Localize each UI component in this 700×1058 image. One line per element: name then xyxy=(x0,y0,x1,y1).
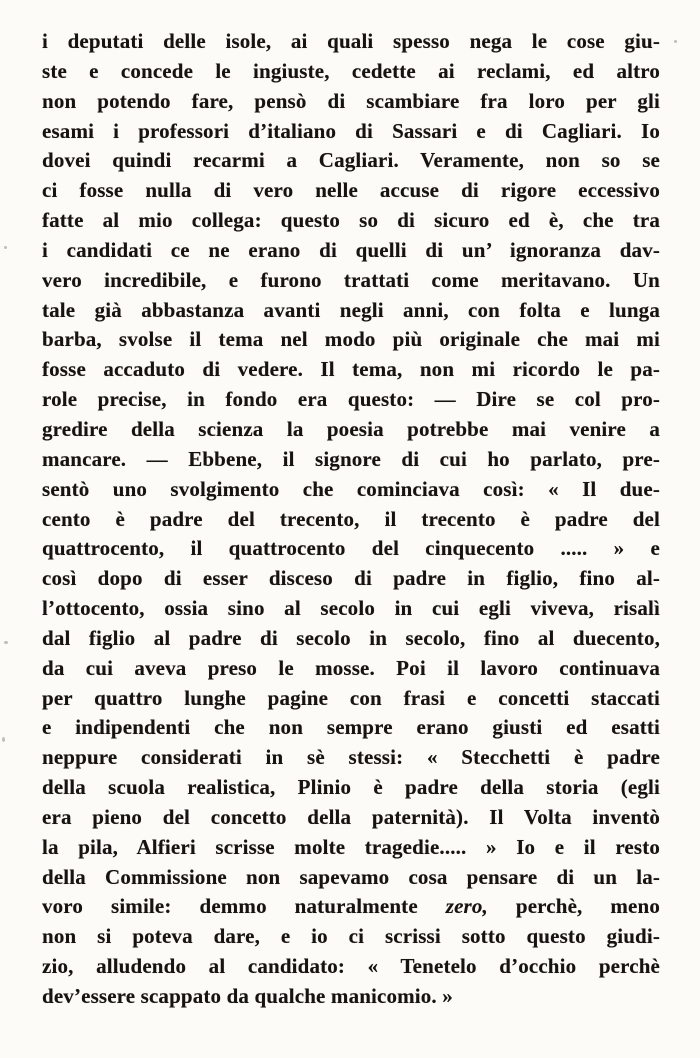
text-line: esami i professori d’italiano di Sassari e di Cagliari. Io xyxy=(42,118,660,143)
text-block xyxy=(42,27,660,1012)
text-line: l’ottocento, ossia sino al secolo in cui egli viveva, risalì xyxy=(42,596,660,621)
text-segment: voro simile: demmo naturalmente xyxy=(42,894,446,919)
text-line: così dopo di esser disceso di padre in figlio, fino al- xyxy=(42,566,660,591)
text-line: e indipendenti che non sempre erano giusti ed esatti xyxy=(42,715,660,740)
text-line: ci fosse nulla di vero nelle accuse di rigore eccessivo xyxy=(42,178,660,203)
ink-speck xyxy=(4,641,8,644)
text-line: della scuola realistica, Plinio è padre della storia (egli xyxy=(42,775,660,800)
italic-word: zero, xyxy=(445,894,488,919)
ink-speck xyxy=(4,246,7,249)
text-line: role precise, in fondo era questo: — Dire se col pro- xyxy=(42,387,660,412)
text-line: gredire della scienza la poesia potrebbe mai venire a xyxy=(42,416,660,441)
text-line: cento è padre del trecento, il trecento è padre del xyxy=(42,506,660,531)
text-line: fosse accaduto di vedere. Il tema, non mi ricordo le pa- xyxy=(42,357,660,382)
text-line: dev’essere scappato da qualche manicomio. » xyxy=(42,984,453,1008)
text-line: quattrocento, il quattrocento del cinquecento ..... » e xyxy=(42,536,660,561)
text-line: zio, alludendo al candidato: « Tenetelo d’occhio perchè xyxy=(42,954,660,979)
text-line: barba, svolse il tema nel modo più originale che mai mi xyxy=(42,327,660,352)
text-line: la pila, Alfieri scrisse molte tragedie..... » Io e il resto xyxy=(42,834,660,859)
text-line xyxy=(42,892,660,922)
text-line: dovei quindi recarmi a Cagliari. Veramente, non so se xyxy=(42,148,660,173)
text-line: tale già abbastanza avanti negli anni, con folta e lunga xyxy=(42,297,660,322)
text-line: dal figlio al padre di secolo in secolo, fino al duecento, xyxy=(42,625,660,650)
text-line: da cui aveva preso le mosse. Poi il lavoro continuava xyxy=(42,655,660,680)
text-line: neppure considerati in sè stessi: « Stecchetti è padre xyxy=(42,745,660,770)
text-line: non potendo fare, pensò di scambiare fra loro per gli xyxy=(42,88,660,113)
ink-speck xyxy=(674,40,677,43)
text-line: i deputati delle isole, ai quali spesso nega le cose giu- xyxy=(42,29,660,53)
text-line: per quattro lunghe pagine con frasi e concetti staccati xyxy=(42,685,660,710)
text-line: sentò uno svolgimento che cominciava così: « Il due- xyxy=(42,476,660,501)
text-line: era pieno del concetto della paternità). Il Volta inventò xyxy=(42,804,660,829)
text-line: ste e concede le ingiuste, cedette ai reclami, ed altro xyxy=(42,58,660,83)
text-line: i candidati ce ne erano di quelli di un’ ignoranza dav- xyxy=(42,237,660,262)
text-line: della Commissione non sapevamo cosa pensare di un la- xyxy=(42,864,660,889)
text-line: fatte al mio collega: questo so di sicuro ed è, che tra xyxy=(42,208,660,233)
text-line: vero incredibile, e furono trattati come meritavano. Un xyxy=(42,267,660,292)
text-segment: perchè, meno xyxy=(487,894,660,919)
text-line: mancare. — Ebbene, il signore di cui ho parlato, pre- xyxy=(42,446,660,471)
ink-speck xyxy=(2,737,5,742)
text-line: non si poteva dare, e io ci scrissi sotto questo giudi- xyxy=(42,924,660,949)
